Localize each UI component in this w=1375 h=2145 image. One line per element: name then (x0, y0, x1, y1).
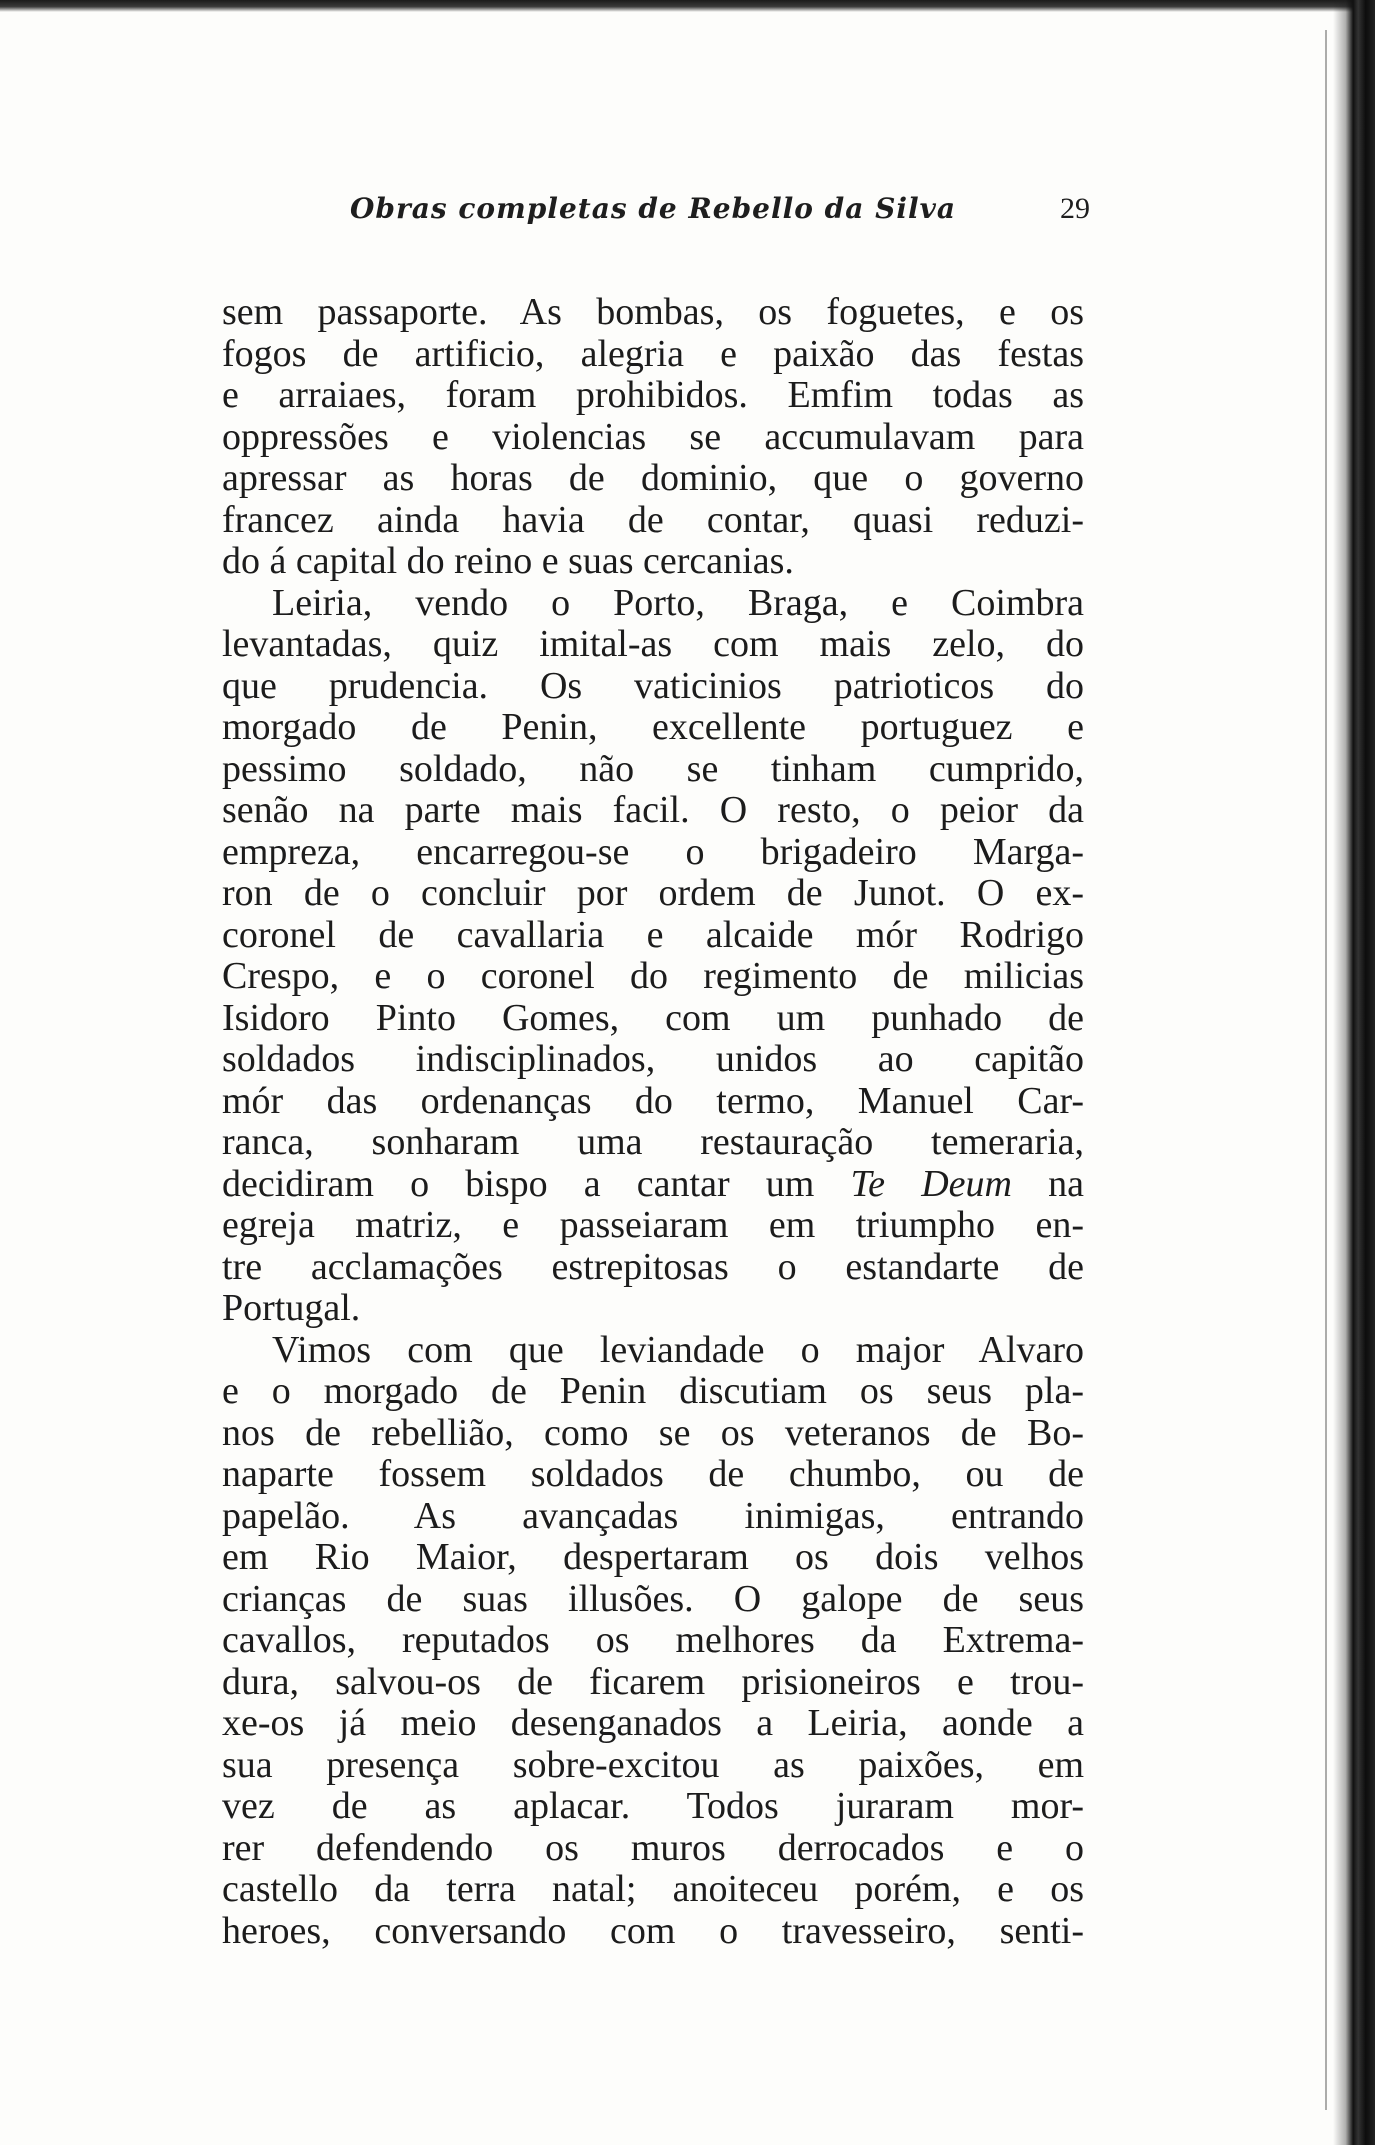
text-line: coronel de cavallaria e alcaide mór Rodrigo (222, 913, 1084, 956)
text-line: e o morgado de Penin discutiam os seus pla- (222, 1370, 1084, 1412)
text-line: xe-os já meio desenganados a Leiria, aonde a (222, 1702, 1084, 1744)
text-line: tre acclamações estrepitosas o estandarte de (222, 1245, 1084, 1288)
text-segment: decidiram o bispo a cantar um (222, 1162, 815, 1205)
page-number: 29 (1060, 192, 1090, 225)
text-line: fogos de artificio, alegria e paixão das festas (222, 332, 1084, 375)
text-line: que prudencia. Os vaticinios patrioticos do (222, 664, 1084, 707)
text-line: Isidoro Pinto Gomes, com um punhado de (222, 996, 1084, 1039)
te-deum-italic: Te Deum (850, 1162, 1012, 1205)
text-line: mór das ordenanças do termo, Manuel Car- (222, 1079, 1084, 1122)
text-line: morgado de Penin, excellente portuguez e (222, 706, 1084, 748)
text-line: e arraiaes, foram prohibidos. Emfim todas as (222, 374, 1084, 416)
text-line: ron de o concluir por ordem de Junot. O ex- (222, 872, 1084, 914)
running-title: Obras completas de Rebello da Silva (350, 192, 957, 225)
text-line: sem passaporte. As bombas, os foguetes, e os (222, 291, 1084, 333)
text-line: heroes, conversando com o travesseiro, senti- (222, 1909, 1084, 1952)
text-line: sua presença sobre-excitou as paixões, em (222, 1743, 1084, 1786)
text-line: ranca, sonharam uma restauração temeraria, (222, 1121, 1084, 1163)
text-line: crianças de suas illusões. O galope de seus (222, 1577, 1084, 1620)
scan-top-edge (0, 0, 1375, 12)
text-line: naparte fossem soldados de chumbo, ou de (222, 1453, 1084, 1495)
text-line: levantadas, quiz imital-as com mais zelo, do (222, 623, 1084, 665)
paragraph-1 (222, 292, 1084, 583)
text-line: do á capital do reino e suas cercanias. (222, 540, 794, 582)
paragraph-3 (222, 1330, 1084, 1953)
text-line: em Rio Maior, despertaram os dois velhos (222, 1536, 1084, 1578)
gutter-line (1325, 30, 1327, 2110)
text-line: Leiria, vendo o Porto, Braga, e Coimbra (272, 581, 1084, 624)
text-line: nos de rebellião, como se os veteranos de Bo- (222, 1411, 1084, 1454)
text-segment: na (1048, 1162, 1085, 1205)
text-line: egreja matriz, e passeiaram em triumpho en- (222, 1204, 1084, 1246)
text-line: papelão. As avançadas inimigas, entrando (222, 1494, 1084, 1537)
text-line: apressar as horas de dominio, que o governo (222, 457, 1084, 499)
text-line: vez de as aplacar. Todos juraram mor- (222, 1785, 1084, 1827)
body-text (222, 292, 1084, 1952)
text-line: Crespo, e o coronel do regimento de milicias (222, 955, 1084, 997)
text-line-te-deum (222, 1164, 1084, 1206)
page-header (350, 192, 1090, 236)
book-binding-shadow (1333, 0, 1375, 2145)
text-line: pessimo soldado, não se tinham cumprido, (222, 747, 1084, 790)
text-line: empreza, encarregou-se o brigadeiro Marga- (222, 830, 1084, 873)
text-line: oppressões e violencias se accumulavam para (222, 415, 1084, 458)
paragraph-2 (222, 583, 1084, 1330)
text-line: dura, salvou-os de ficarem prisioneiros e trou- (222, 1660, 1084, 1703)
text-line: francez ainda havia de contar, quasi reduzi- (222, 498, 1084, 541)
text-line: Portugal. (222, 1287, 361, 1329)
text-line: soldados indisciplinados, unidos ao capitão (222, 1038, 1084, 1080)
text-line: cavallos, reputados os melhores da Extrema- (222, 1619, 1084, 1661)
text-line: castello da terra natal; anoiteceu porém, e os (222, 1868, 1084, 1910)
text-line: Vimos com que leviandade o major Alvaro (272, 1328, 1084, 1371)
text-line: rer defendendo os muros derrocados e o (222, 1826, 1084, 1869)
text-line: senão na parte mais facil. O resto, o peior da (222, 789, 1084, 831)
